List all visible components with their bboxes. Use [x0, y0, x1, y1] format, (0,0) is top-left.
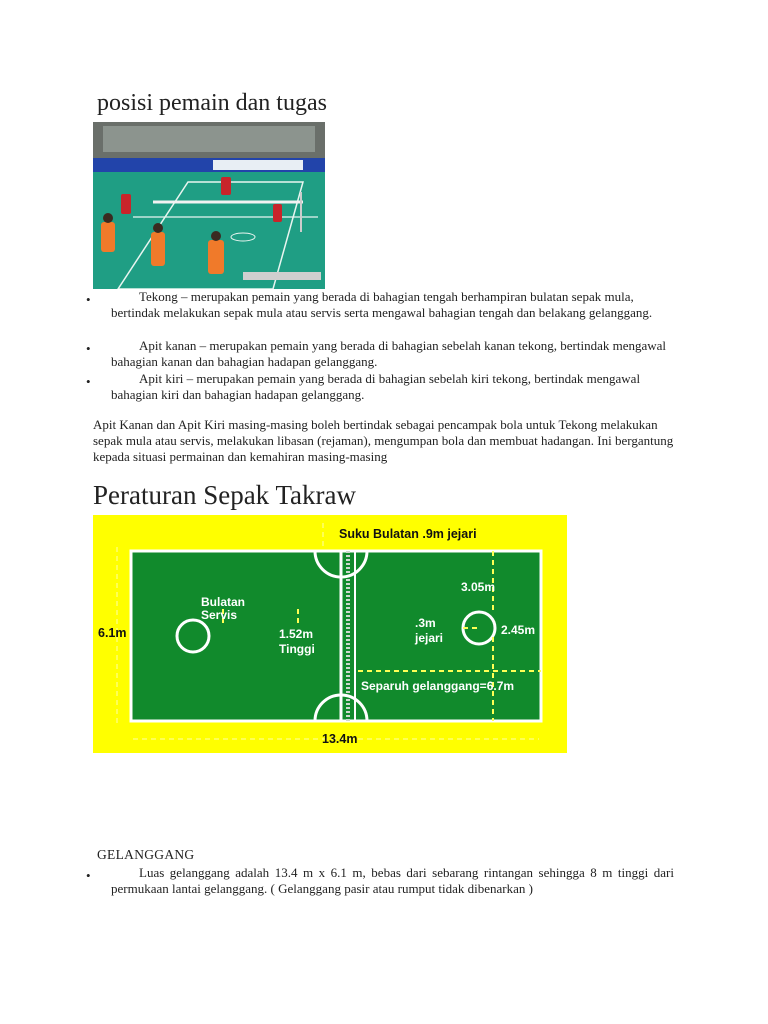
label-bulatan: Bulatan	[201, 595, 246, 609]
bullet-marker: •	[86, 374, 91, 389]
label-2-45m: 2.45m	[501, 623, 536, 637]
label-court-width: 6.1m	[98, 626, 127, 640]
label-jejari: jejari	[415, 631, 444, 645]
bullet-marker: •	[86, 292, 91, 307]
list-item-apit-kiri	[111, 371, 679, 403]
label-suku-bulatan: Suku Bulatan .9m jejari	[339, 527, 477, 541]
list-item-tekong	[111, 289, 679, 321]
list-item-text: Luas gelanggang adalah 13.4 m x 6.1 m, bebas dari sebarang rintangan sehingga 8 m tinggi dari permukaan lantai gelanggang. ( Gelanggang pasir atau rumput tidak dibenarkan )	[111, 865, 674, 897]
body-paragraph: Apit Kanan dan Apit Kiri masing-masing boleh bertindak sebagai pencampak bola untuk Tekong melakukan sepak mula atau servis, melakukan libasan (rejaman), mengumpan bola dan membuat hadangan. Ini bergantung kepada situasi permainan dan kemahiran masing-masing	[93, 417, 674, 465]
section-heading-rules: Peraturan Sepak Takraw	[93, 480, 357, 510]
label-tinggi: Tinggi	[279, 642, 315, 656]
label-court-length: 13.4m	[322, 732, 358, 746]
list-item-text: Tekong – merupakan pemain yang berada di bahagian tengah berhampiran bulatan sepak mula, bertindak melakukan sepak mula atau servis serta mengawal bahagian tengah dan belakang gelanggang.	[111, 289, 653, 321]
label-radius: .3m	[415, 616, 436, 630]
label-net-height: 1.52m	[279, 627, 314, 641]
bullet-marker: •	[86, 341, 91, 356]
label-servis: Servis	[201, 608, 238, 622]
section-label-gelanggang: GELANGGANG	[97, 847, 195, 862]
list-item-text: Apit kiri – merupakan pemain yang berada di bahagian sebelah kiri tekong, bertindak mengawal bahagian kiri dan bahagian hadapan gelanggang.	[111, 371, 641, 403]
court-diagram	[93, 515, 567, 753]
list-item-text: Apit kanan – merupakan pemain yang berada di bahagian sebelah kanan tekong, bertindak mengawal bahagian kanan dan bahagian hadapan gelanggang.	[111, 338, 667, 370]
label-separuh: Separuh gelanggang=6.7m	[361, 679, 515, 693]
section-heading-positions: posisi pemain dan tugas	[97, 90, 327, 116]
match-photo	[93, 122, 325, 289]
bullet-marker: •	[86, 868, 91, 883]
list-item-apit-kanan	[111, 338, 679, 370]
list-item-luas-gelanggang	[111, 865, 674, 897]
label-3-05m: 3.05m	[461, 580, 496, 594]
